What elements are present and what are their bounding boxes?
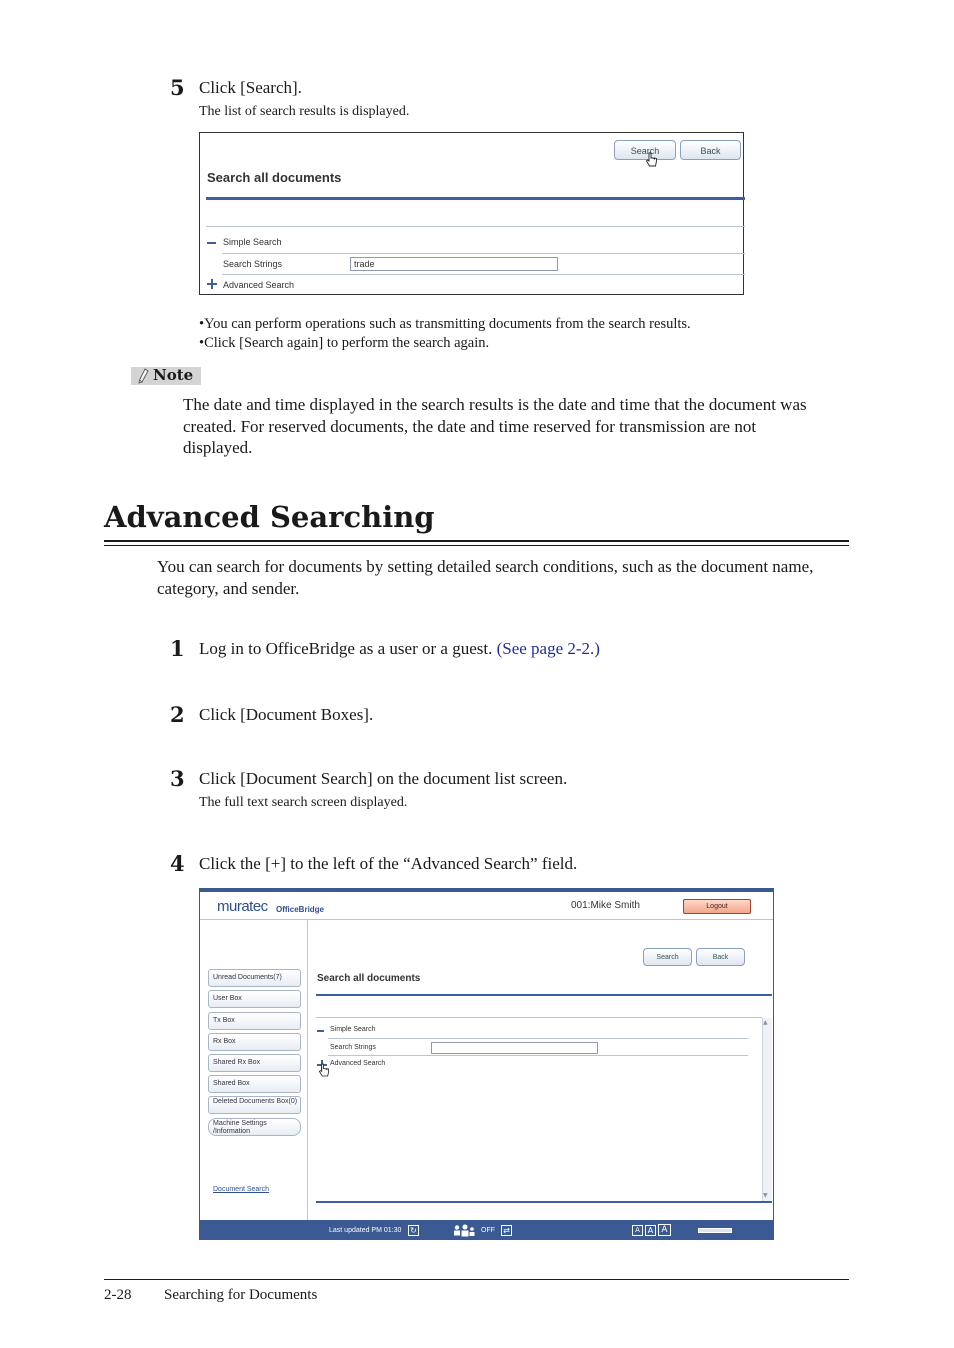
advanced-search-label: Advanced Search xyxy=(223,280,295,290)
simple-search-label: Simple Search xyxy=(330,1026,376,1033)
status-bar xyxy=(200,1220,774,1240)
hand-cursor-icon xyxy=(646,152,658,168)
heading-rule xyxy=(104,540,849,542)
search-button[interactable]: Search xyxy=(643,948,692,966)
bottom-divider xyxy=(316,1201,772,1203)
step-text: Click [Search]. xyxy=(199,78,302,97)
status-off-text: OFF xyxy=(481,1227,495,1234)
step-subtext: The full text search screen displayed. xyxy=(199,795,408,810)
title-divider xyxy=(206,197,745,200)
progress-bar xyxy=(698,1228,732,1233)
sidebar-item-deleted-documents[interactable]: Deleted Documents Box(0) xyxy=(208,1096,301,1114)
hand-cursor-icon xyxy=(319,1063,330,1078)
step-text: Log in to OfficeBridge as a user or a guest. (See page 2-2.) xyxy=(199,639,600,658)
user-name: 001:Mike Smith xyxy=(571,900,640,911)
divider xyxy=(222,253,745,254)
search-screen-figure xyxy=(199,132,744,295)
search-button[interactable]: Search xyxy=(614,140,676,160)
step-text: Click [Document Search] on the document list screen. xyxy=(199,769,568,788)
top-bar xyxy=(200,889,774,892)
chapter-title: Searching for Documents xyxy=(164,1287,318,1303)
page-number: 2-28 xyxy=(104,1287,132,1303)
note-text: The date and time displayed in the search results is the date and time that the document was created. For reserved documents, the date and time reserved for transmission are not displayed. xyxy=(183,395,807,457)
step-text: Click [Document Boxes]. xyxy=(199,705,374,724)
officebridge-logo: OfficeBridge xyxy=(276,905,325,914)
page-title: Search all documents xyxy=(317,973,421,984)
sidebar-item-rx-box[interactable]: Rx Box xyxy=(208,1033,301,1051)
expand-plus-icon[interactable] xyxy=(207,279,217,289)
scroll-up-icon[interactable]: ▲ xyxy=(763,1019,768,1026)
section-heading: Advanced Searching xyxy=(104,500,435,534)
step-subtext: The list of search results is displayed. xyxy=(199,104,410,119)
sidebar-item-machine-settings[interactable]: Machine Settings /Information xyxy=(208,1118,301,1136)
search-strings-input[interactable] xyxy=(431,1042,598,1054)
divider xyxy=(328,1038,748,1039)
officebridge-screen-figure xyxy=(199,888,774,1240)
users-icon[interactable] xyxy=(452,1224,476,1237)
header-divider xyxy=(200,919,774,920)
sidebar-item-shared-box[interactable]: Shared Box xyxy=(208,1075,301,1093)
scrollbar[interactable] xyxy=(762,1018,772,1201)
simple-search-label: Simple Search xyxy=(223,237,282,247)
refresh-icon[interactable]: ↻ xyxy=(408,1225,419,1236)
transfer-icon[interactable]: ⇄ xyxy=(501,1225,512,1236)
collapse-minus-icon[interactable] xyxy=(207,242,216,244)
font-size-small-button[interactable]: A xyxy=(632,1225,643,1236)
step-number: 3 xyxy=(170,766,185,791)
divider xyxy=(222,274,745,275)
sidebar-item-shared-rx-box[interactable]: Shared Rx Box xyxy=(208,1054,301,1072)
pencil-icon xyxy=(136,368,150,384)
step-text: Click the [+] to the left of the “Advanced Search” field. xyxy=(199,854,578,873)
divider xyxy=(206,226,745,227)
advanced-search-label: Advanced Search xyxy=(330,1060,386,1067)
page-link[interactable]: (See page 2-2.) xyxy=(496,639,600,658)
scroll-down-icon[interactable]: ▼ xyxy=(763,1192,768,1199)
last-updated-text: Last updated PM 01:30 xyxy=(329,1227,402,1234)
sidebar-item-user-box[interactable]: User Box xyxy=(208,990,301,1008)
step-number: 1 xyxy=(170,636,185,661)
sidebar-item-tx-box[interactable]: Tx Box xyxy=(208,1012,301,1030)
font-size-large-button[interactable]: A xyxy=(658,1224,671,1236)
logout-button[interactable]: Logout xyxy=(683,899,751,914)
search-strings-label: Search Strings xyxy=(223,259,283,269)
step-number: 4 xyxy=(170,851,185,876)
sidebar-item-unread-documents[interactable]: Unread Documents(7) xyxy=(208,969,301,987)
muratec-logo: muratec xyxy=(217,898,268,915)
bullet-item: •Click [Search again] to perform the search again. xyxy=(199,335,490,351)
collapse-minus-icon[interactable] xyxy=(317,1030,324,1032)
document-search-link[interactable]: Document Search xyxy=(213,1186,270,1193)
search-strings-input[interactable]: trade xyxy=(350,257,558,271)
section-intro: You can search for documents by setting detailed search conditions, such as the document name, category, and sender. xyxy=(157,557,814,598)
step-number: 5 xyxy=(170,75,185,100)
footer-rule xyxy=(104,1279,849,1280)
back-button[interactable]: Back xyxy=(696,948,745,966)
sidebar-divider xyxy=(307,920,308,1220)
divider xyxy=(316,1017,762,1018)
bullet-item: •You can perform operations such as transmitting documents from the search results. xyxy=(199,316,691,332)
search-strings-label: Search Strings xyxy=(330,1044,376,1051)
back-button[interactable]: Back xyxy=(680,140,741,160)
page-title: Search all documents xyxy=(207,170,342,185)
title-divider xyxy=(316,994,772,996)
font-size-medium-button[interactable]: A xyxy=(645,1225,656,1236)
heading-rule xyxy=(104,545,849,546)
step-number: 2 xyxy=(170,702,185,727)
note-label: Note xyxy=(153,366,194,384)
divider xyxy=(328,1055,748,1056)
